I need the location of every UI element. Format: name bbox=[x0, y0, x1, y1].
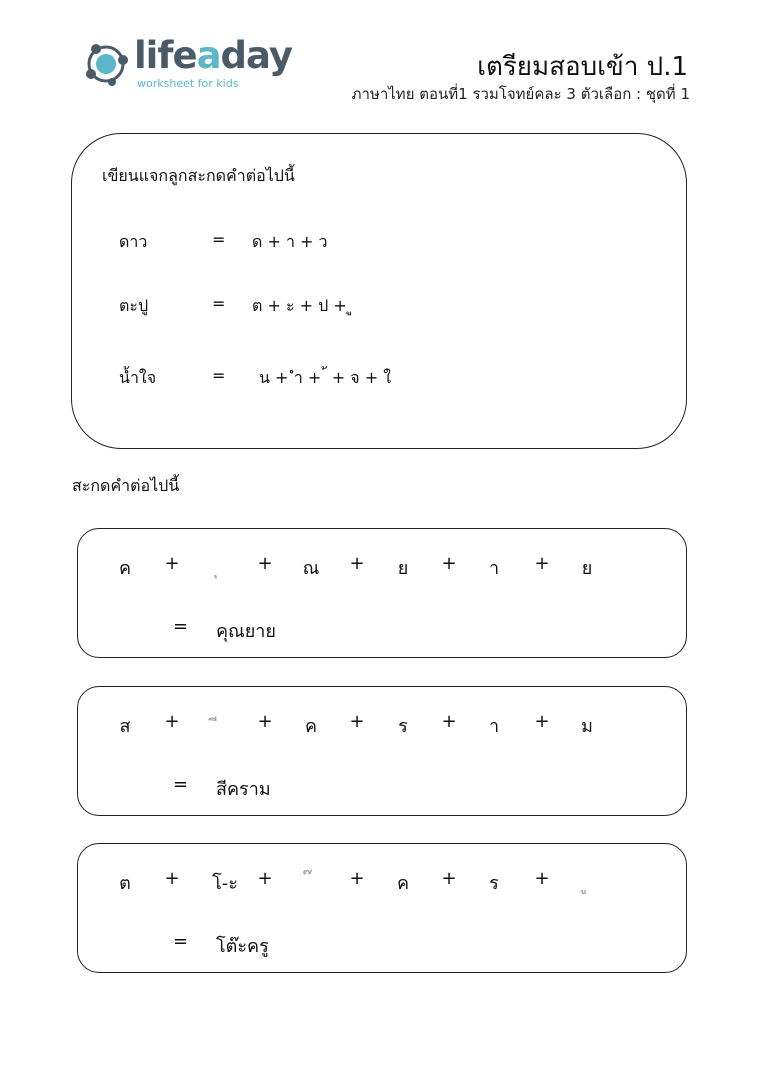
page-title: เตรียมสอบเข้า ป.1 bbox=[477, 52, 688, 82]
plus-sign: + bbox=[441, 868, 457, 889]
page-subtitle: ภาษาไทย ตอนที่1 รวมโจทย์คละ 3 ตัวเลือก : ชุดที่ 1 bbox=[351, 85, 690, 103]
logo-wordmark: lifeaday bbox=[134, 34, 292, 77]
token: ม bbox=[581, 716, 593, 737]
plus-sign: + bbox=[257, 553, 273, 574]
plus-sign: + bbox=[534, 868, 550, 889]
token: ย bbox=[581, 558, 593, 579]
token: ค bbox=[396, 873, 410, 894]
token: ค bbox=[118, 558, 132, 579]
part2-box bbox=[77, 528, 687, 658]
token bbox=[203, 711, 233, 740]
token: ร bbox=[489, 873, 499, 894]
answer-equals: = bbox=[173, 616, 189, 637]
token: ต bbox=[119, 873, 131, 894]
token: ส bbox=[119, 716, 131, 737]
answer-equals: = bbox=[173, 931, 189, 952]
plus-sign: + bbox=[257, 868, 273, 889]
plus-sign: + bbox=[257, 711, 273, 732]
token: ค bbox=[304, 716, 318, 737]
plus-sign: + bbox=[164, 711, 180, 732]
plus-sign: + bbox=[534, 553, 550, 574]
answer-word: คุณยาย bbox=[216, 621, 276, 642]
logo-icon bbox=[82, 40, 130, 88]
answer-equals: = bbox=[173, 774, 189, 795]
part2-instruction: สะกดคำต่อไปนี้ bbox=[72, 476, 180, 495]
plus-sign: + bbox=[164, 553, 180, 574]
token bbox=[572, 868, 602, 897]
part2-box bbox=[77, 686, 687, 816]
plus-sign: + bbox=[534, 711, 550, 732]
token: ร bbox=[398, 716, 408, 737]
row-equals: = bbox=[212, 230, 226, 249]
row-word: ตะปู bbox=[119, 296, 149, 315]
logo bbox=[82, 34, 292, 94]
token: า bbox=[488, 716, 500, 737]
token: ณ bbox=[302, 558, 320, 579]
row-spelling: ต + ะ + ป + ู bbox=[252, 296, 353, 315]
row-equals: = bbox=[212, 294, 226, 313]
answer-word: โต๊ะครู bbox=[216, 936, 269, 957]
plus-sign: + bbox=[349, 553, 365, 574]
token: า bbox=[488, 558, 500, 579]
answer-word: สีคราม bbox=[216, 779, 271, 800]
token: ย bbox=[397, 558, 409, 579]
logo-tagline: worksheet for kids bbox=[137, 77, 239, 90]
row-word: น้ำใจ bbox=[119, 368, 157, 387]
token bbox=[296, 868, 326, 897]
plus-sign: + bbox=[349, 868, 365, 889]
row-spelling: ด + า + ว bbox=[252, 232, 328, 251]
token bbox=[203, 553, 233, 582]
row-spelling: น + ำ + ้ + จ + ใ bbox=[259, 368, 392, 387]
part1-panel bbox=[71, 133, 687, 449]
plus-sign: + bbox=[164, 868, 180, 889]
token: โ-ะ bbox=[212, 873, 238, 894]
plus-sign: + bbox=[441, 553, 457, 574]
row-equals: = bbox=[212, 366, 226, 385]
part2-box bbox=[77, 843, 687, 973]
plus-sign: + bbox=[349, 711, 365, 732]
plus-sign: + bbox=[441, 711, 457, 732]
row-word: ดาว bbox=[119, 232, 148, 251]
part1-instruction: เขียนแจกลูกสะกดคำต่อไปนี้ bbox=[102, 166, 295, 185]
